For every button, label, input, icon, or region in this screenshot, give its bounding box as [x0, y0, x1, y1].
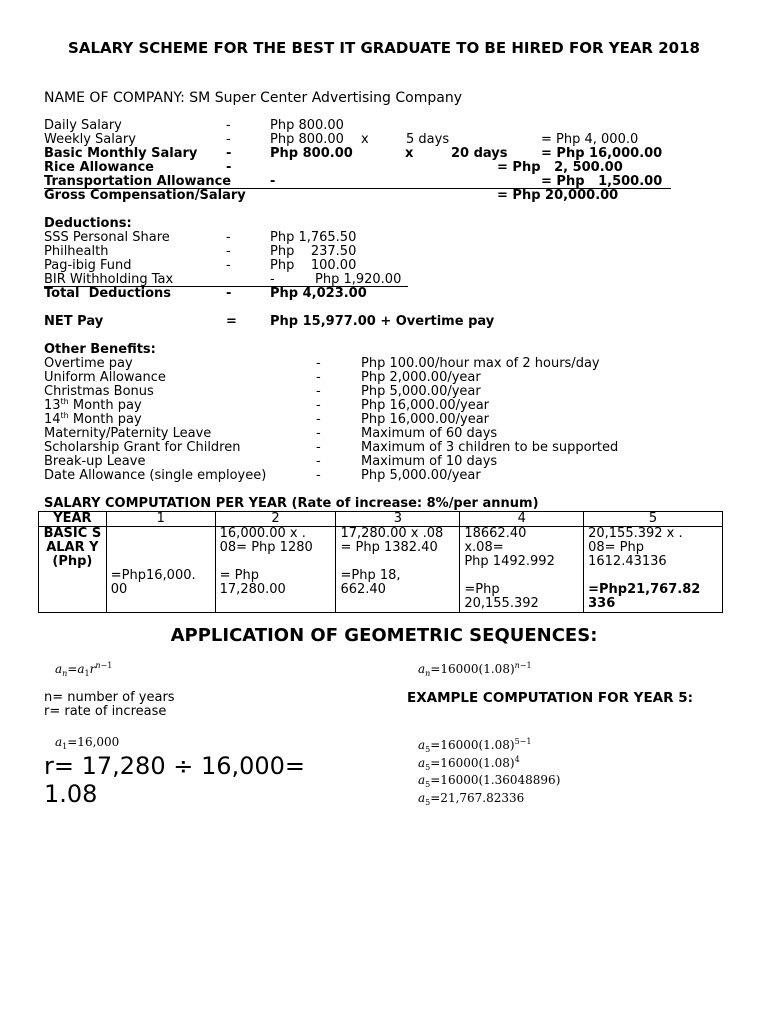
table-header-cell: 4 — [460, 512, 584, 527]
step-value: =16000 — [430, 756, 479, 770]
rate-computation: r= 17,280 ÷ 16,000= 1.08 — [44, 752, 306, 808]
net-pay-equals: = — [226, 314, 237, 329]
table-header-cell: 1 — [106, 512, 215, 527]
deduction-dash: - — [226, 244, 231, 259]
cell-top: 17,280.00 x .08 = Php 1382.40 — [340, 526, 444, 555]
rice-allowance-label: Rice Allowance — [44, 160, 154, 175]
monthly-salary-result: = Php 16,000.00 — [541, 146, 663, 161]
benefits-heading: Other Benefits: — [44, 342, 156, 357]
step-value: =16000 — [430, 738, 479, 752]
step-arg: (1.36048896) — [478, 773, 561, 787]
table-header-cell: 3 — [336, 512, 460, 527]
benefit-dash: - — [316, 468, 321, 483]
cell-top: 18662.40 x.08= Php 1492.992 — [464, 526, 555, 569]
benefit-dash: - — [316, 440, 321, 455]
benefit-value: Php 5,000.00/year — [361, 384, 481, 399]
daily-salary-dash: - — [226, 118, 231, 133]
benefit-dash: - — [316, 426, 321, 441]
step-value: =16000 — [430, 773, 479, 787]
benefit-dash: - — [316, 356, 321, 371]
bir-tax-label: BIR Withholding Tax — [44, 272, 174, 287]
r-definition: r= rate of increase — [44, 704, 167, 719]
deduction-value: Php 100.00 — [270, 258, 357, 273]
benefit-value: Php 16,000.00/year — [361, 412, 490, 427]
example-heading: EXAMPLE COMPUTATION FOR YEAR 5: — [407, 690, 693, 706]
deduction-dash: - — [226, 230, 231, 245]
cell-bottom: =Php21,767.82 336 — [588, 582, 701, 611]
benefit-dash: - — [316, 398, 321, 413]
monthly-salary-label: Basic Monthly Salary — [44, 146, 198, 161]
cell-bottom: =Php 20,155.392 — [464, 582, 539, 611]
benefit-label-number: 14 — [44, 412, 61, 427]
deduction-value: Php 237.50 — [270, 244, 357, 259]
benefit-label: Maternity/Paternity Leave — [44, 426, 212, 441]
benefit-dash: - — [316, 454, 321, 469]
benefit-value: Maximum of 60 days — [361, 426, 498, 441]
benefit-value: Maximum of 3 children to be supported — [361, 440, 619, 455]
table-row-label — [39, 527, 107, 613]
total-deductions-value: Php 4,023.00 — [270, 286, 367, 301]
deduction-value: Php 1,765.50 — [270, 230, 357, 245]
benefit-label-suffix: th — [60, 397, 69, 406]
weekly-salary-label: Weekly Salary — [44, 132, 136, 147]
benefit-dash: - — [316, 412, 321, 427]
weekly-salary-dash: - — [226, 132, 231, 147]
monthly-salary-dash: - — [226, 146, 232, 161]
table-header-cell: YEAR — [39, 512, 107, 527]
table-header-cell: 5 — [584, 512, 723, 527]
rice-allowance-result: = Php 2, 500.00 — [497, 160, 623, 175]
benefit-value: Php 16,000.00/year — [361, 398, 490, 413]
benefit-label — [44, 413, 142, 427]
benefit-label — [44, 399, 142, 413]
first-term: $a_1=16,000$ — [55, 735, 120, 751]
deduction-dash: - — [226, 258, 231, 273]
general-formula: $a_n=a_1r^{n-1}$ — [55, 661, 113, 678]
transport-allowance-dash: - — [270, 174, 276, 189]
cell-bottom: =Php16,000. 00 — [110, 568, 196, 597]
table-header-cell: 2 — [215, 512, 336, 527]
weekly-salary-value: Php 800.00 — [270, 132, 344, 147]
weekly-salary-times: x — [361, 132, 369, 147]
benefit-label-text: Month pay — [68, 398, 142, 413]
benefit-value: Maximum of 10 days — [361, 454, 498, 469]
monthly-salary-value: Php 800.00 — [270, 146, 353, 161]
n-definition: n= number of years — [44, 690, 175, 705]
monthly-salary-times: x — [405, 146, 414, 161]
company-name: NAME OF COMPANY: SM Super Center Advertising Company — [44, 90, 462, 106]
application-heading: APPLICATION OF GEOMETRIC SEQUENCES: — [170, 625, 598, 646]
cell-top — [111, 527, 211, 569]
table-cell — [336, 527, 460, 613]
specific-formula-value: =16000 — [430, 662, 479, 676]
transport-allowance-label: Transportation Allowance — [44, 174, 232, 189]
transport-allowance-result: = Php 1,500.00 — [541, 174, 663, 189]
step-arg: (1.08) — [478, 738, 515, 752]
benefit-label: Date Allowance (single employee) — [44, 468, 267, 483]
example-step-1: $a_5=16000(1.08)^{5-1}$ — [418, 737, 532, 754]
gross-salary-result: = Php 20,000.00 — [497, 188, 619, 203]
salary-computation-table — [38, 511, 723, 613]
benefit-label: Break-up Leave — [44, 454, 146, 469]
cell-top: 16,000.00 x . 08= Php 1280 — [219, 526, 313, 555]
monthly-salary-days: 20 days — [451, 146, 508, 161]
benefit-label: Overtime pay — [44, 356, 133, 371]
table-cell — [584, 527, 723, 613]
table-header-row — [39, 512, 723, 527]
cell-top: 20,155.392 x . 08= Php 1612.43136 — [588, 526, 683, 569]
net-pay-value: Php 15,977.00 + Overtime pay — [270, 314, 495, 329]
row-label-bottom: (Php) — [52, 554, 93, 569]
weekly-salary-days: 5 days — [406, 132, 450, 147]
deduction-label: Philhealth — [44, 244, 109, 259]
benefit-label: Uniform Allowance — [44, 370, 166, 385]
row-label-top: BASIC SALAR Y — [43, 526, 102, 555]
table-cell — [106, 527, 215, 613]
deductions-heading: Deductions: — [44, 216, 132, 231]
benefit-label: Scholarship Grant for Children — [44, 440, 241, 455]
gross-salary-label: Gross Compensation/Salary — [44, 188, 246, 203]
benefit-value: Php 5,000.00/year — [361, 468, 481, 483]
table-cell — [215, 527, 336, 613]
first-term-value: =16,000 — [67, 735, 120, 749]
daily-salary-label: Daily Salary — [44, 118, 122, 133]
cell-bottom: =Php 18, 662.40 — [340, 568, 401, 597]
specific-formula: $a_n=16000(1.08)^{n-1}$ — [418, 661, 532, 678]
bir-tax-dash: - — [270, 272, 275, 287]
deduction-label: Pag-ibig Fund — [44, 258, 132, 273]
example-step-2: $a_5=16000(1.08)^4$ — [418, 755, 520, 772]
table-row — [39, 527, 723, 613]
weekly-salary-result: = Php 4, 000.0 — [541, 132, 639, 147]
step-exp: 5−1 — [514, 737, 532, 746]
benefit-dash: - — [316, 370, 321, 385]
daily-salary-value: Php 800.00 — [270, 118, 344, 133]
step-value: =21,767.82336 — [430, 791, 525, 805]
benefit-label: Christmas Bonus — [44, 384, 154, 399]
total-deductions-label: Total Deductions — [44, 286, 172, 301]
benefit-label-suffix: th — [60, 411, 69, 420]
total-deductions-dash: - — [226, 286, 232, 301]
benefit-value: Php 100.00/hour max of 2 hours/day — [361, 356, 600, 371]
benefit-label-number: 13 — [44, 398, 61, 413]
bir-tax-value: Php 1,920.00 — [315, 272, 402, 287]
deduction-label: SSS Personal Share — [44, 230, 170, 245]
computation-heading: SALARY COMPUTATION PER YEAR (Rate of increase: 8%/per annum) — [44, 496, 539, 511]
rice-allowance-dash: - — [226, 160, 232, 175]
document-title: SALARY SCHEME FOR THE BEST IT GRADUATE TO BE HIRED FOR YEAR 2018 — [68, 39, 700, 57]
table-cell — [460, 527, 584, 613]
example-step-4: $a_5=21,767.82336$ — [418, 791, 525, 807]
benefit-dash: - — [316, 384, 321, 399]
example-step-3: $a_5=16000(1.36048896)$ — [418, 773, 561, 789]
step-exp: 4 — [514, 755, 520, 764]
step-arg: (1.08) — [478, 756, 515, 770]
benefit-label-text: Month pay — [68, 412, 142, 427]
net-pay-label: NET Pay — [44, 314, 104, 329]
cell-bottom: = Php 17,280.00 — [219, 568, 286, 597]
benefit-value: Php 2,000.00/year — [361, 370, 481, 385]
